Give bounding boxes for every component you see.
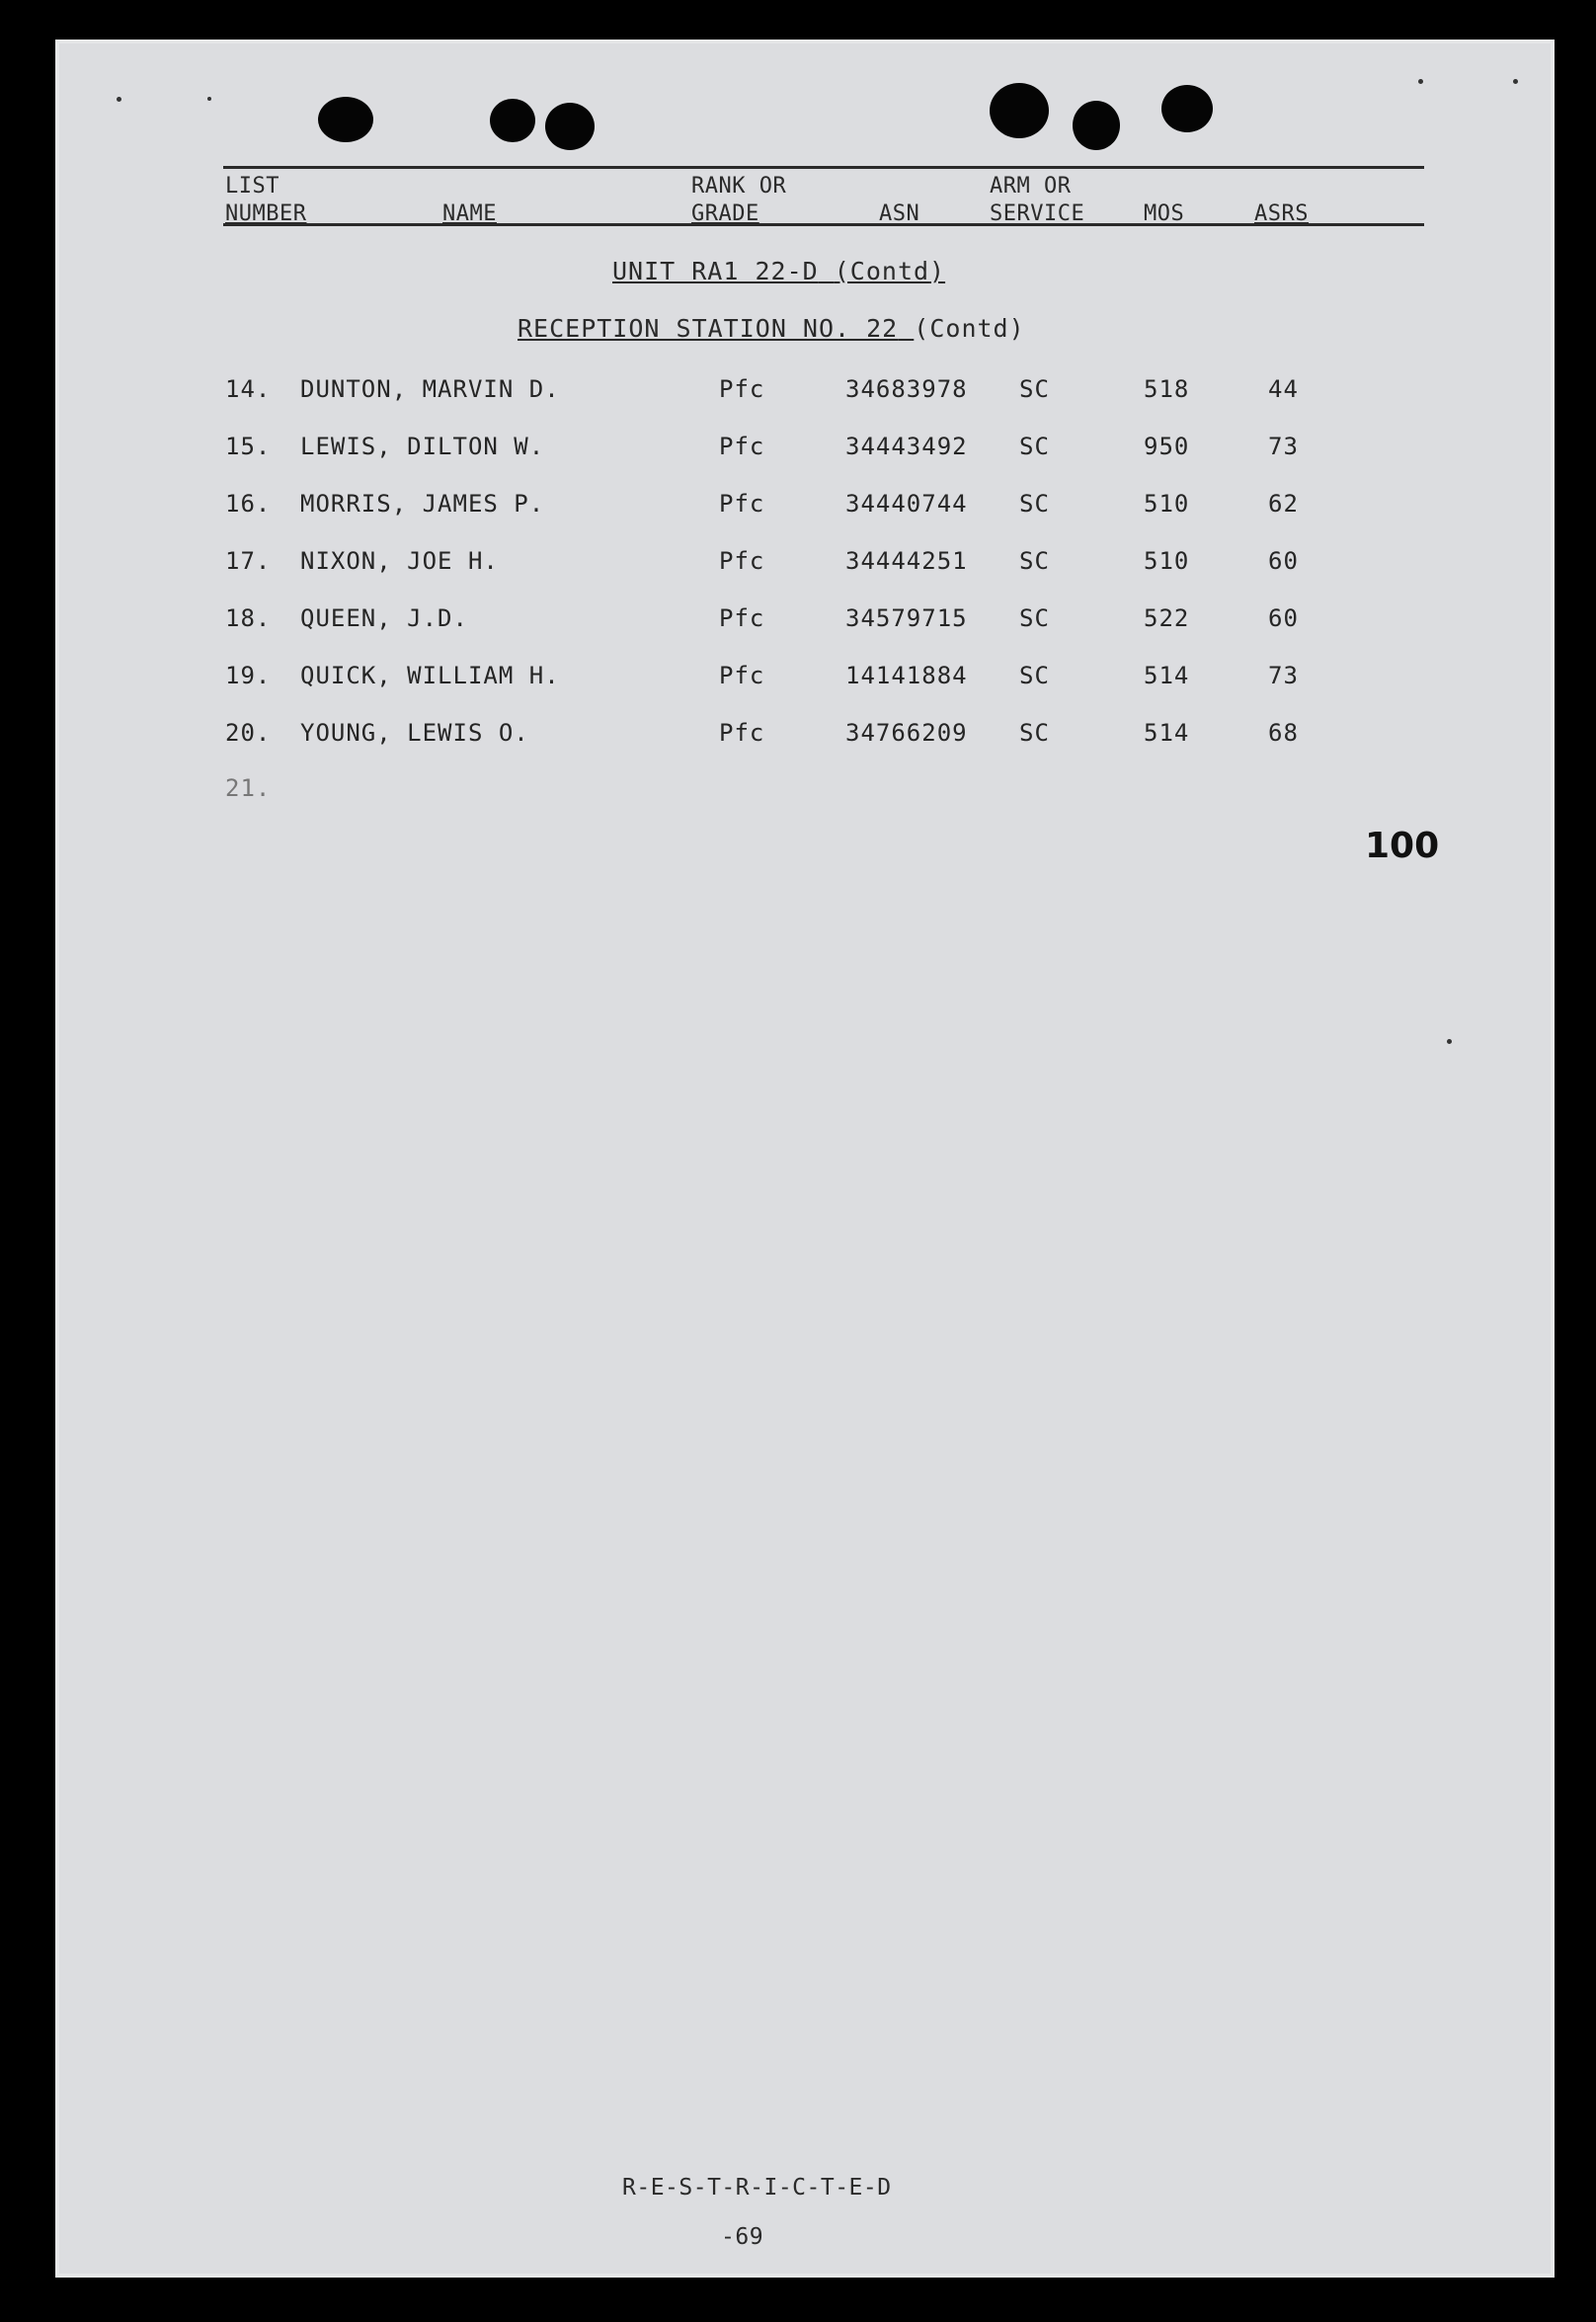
row-rank: Pfc: [719, 433, 765, 460]
punch-hole: [545, 103, 595, 150]
row-asn: 34443492: [845, 433, 968, 460]
row-asrs: 73: [1268, 433, 1299, 460]
row-mos: 514: [1144, 662, 1190, 689]
table-row: [0, 719, 1596, 759]
header-list-label: LIST: [225, 174, 279, 199]
row-number: 14.: [225, 375, 272, 403]
row-asrs: 60: [1268, 547, 1299, 575]
row-asn: 34683978: [845, 375, 968, 403]
punch-hole: [318, 97, 373, 142]
table-row: [0, 662, 1596, 701]
row-name: YOUNG, LEWIS O.: [300, 719, 529, 747]
row-rank: Pfc: [719, 604, 765, 632]
row-asrs: 60: [1268, 604, 1299, 632]
header-name-label: NAME: [442, 201, 497, 226]
header-top-rule: [223, 166, 1424, 169]
row-asn: 14141884: [845, 662, 968, 689]
header-asrs-label: ASRS: [1254, 201, 1309, 226]
row-mos: 522: [1144, 604, 1190, 632]
table-row: [0, 604, 1596, 644]
table-row: [0, 433, 1596, 472]
row-mos: 950: [1144, 433, 1190, 460]
row-name: QUICK, WILLIAM H.: [300, 662, 560, 689]
unit-title: [612, 257, 945, 285]
row-mos: 510: [1144, 547, 1190, 575]
header-bottom-rule: [223, 223, 1424, 226]
row-rank: Pfc: [719, 490, 765, 518]
row-name: QUEEN, J.D.: [300, 604, 468, 632]
row-number: 16.: [225, 490, 272, 518]
row-asn: 34440744: [845, 490, 968, 518]
row-name: MORRIS, JAMES P.: [300, 490, 545, 518]
punch-hole: [1161, 85, 1213, 132]
row-rank: Pfc: [719, 375, 765, 403]
row-number: 15.: [225, 433, 272, 460]
row-asrs: 68: [1268, 719, 1299, 747]
row-asn: 34766209: [845, 719, 968, 747]
row-arm: SC: [1019, 375, 1050, 403]
header-asn-label: ASN: [879, 201, 920, 226]
row-rank: Pfc: [719, 662, 765, 689]
header-number-label: NUMBER: [225, 201, 307, 226]
row-asrs: 44: [1268, 375, 1299, 403]
row-name: NIXON, JOE H.: [300, 547, 499, 575]
table-row: [0, 547, 1596, 587]
row-rank: Pfc: [719, 719, 765, 747]
row-mos: 510: [1144, 490, 1190, 518]
speck-mark: [207, 97, 211, 101]
header-rank-label: RANK OR: [691, 174, 787, 199]
row-mos: 514: [1144, 719, 1190, 747]
station-title-suffix: (Contd): [914, 314, 1025, 343]
restricted-label: R-E-S-T-R-I-C-T-E-D: [622, 2175, 892, 2201]
row-asn: 34579715: [845, 604, 968, 632]
punch-hole: [990, 83, 1049, 138]
row-name: DUNTON, MARVIN D.: [300, 375, 560, 403]
row-arm: SC: [1019, 662, 1050, 689]
row-arm: SC: [1019, 433, 1050, 460]
unit-title-suffix: (Contd): [834, 257, 946, 285]
header-service-label: SERVICE: [990, 201, 1085, 226]
row-number: 19.: [225, 662, 272, 689]
trailing-list-number: 21.: [225, 774, 272, 802]
row-mos: 518: [1144, 375, 1190, 403]
table-row: [0, 490, 1596, 529]
speck-mark: [1418, 79, 1423, 84]
row-asrs: 62: [1268, 490, 1299, 518]
row-arm: SC: [1019, 719, 1050, 747]
row-name: LEWIS, DILTON W.: [300, 433, 545, 460]
row-rank: Pfc: [719, 547, 765, 575]
row-asrs: 73: [1268, 662, 1299, 689]
page-number: -69: [721, 2224, 764, 2250]
station-title: [518, 314, 1025, 343]
header-grade-label: GRADE: [691, 201, 759, 226]
row-arm: SC: [1019, 604, 1050, 632]
speck-mark: [1447, 1039, 1452, 1044]
punch-hole: [490, 99, 535, 142]
station-title-text: RECEPTION STATION NO. 22: [518, 314, 899, 343]
row-arm: SC: [1019, 490, 1050, 518]
row-asn: 34444251: [845, 547, 968, 575]
header-mos-label: MOS: [1144, 201, 1185, 226]
row-arm: SC: [1019, 547, 1050, 575]
unit-title-text: UNIT RA1 22-D: [612, 257, 819, 285]
row-number: 17.: [225, 547, 272, 575]
row-number: 20.: [225, 719, 272, 747]
speck-mark: [1513, 79, 1518, 84]
page-stamp-number: 100: [1365, 826, 1440, 866]
speck-mark: [117, 97, 121, 102]
table-row: [0, 375, 1596, 415]
punch-hole: [1073, 101, 1120, 150]
row-number: 18.: [225, 604, 272, 632]
header-arm-label: ARM OR: [990, 174, 1072, 199]
